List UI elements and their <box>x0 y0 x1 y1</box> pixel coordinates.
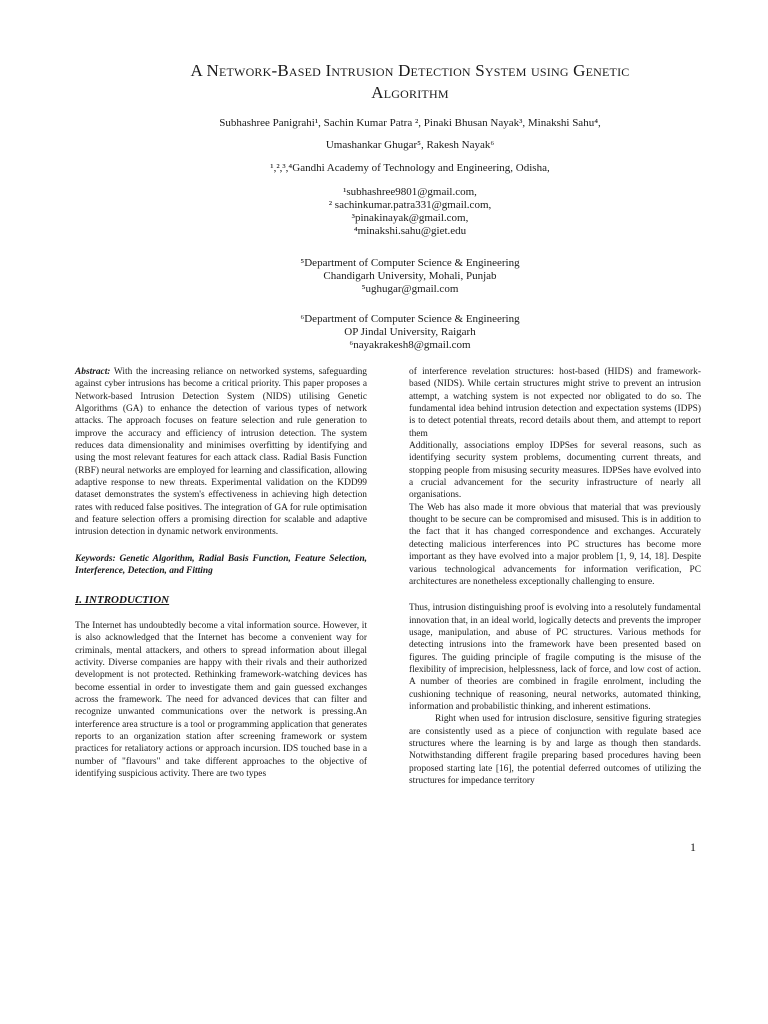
affiliation-1-text: ¹,²,³,⁴Gandhi Academy of Technology and Engineering, Odisha, <box>270 162 550 174</box>
right-paragraph-5: Right when used for intrusion disclosure, sensitive figuring strategies are consistently used as a piece of conjunction with regulate based ace structures where the learning is by and large as though then standards. Notwithstanding different fragile preparing based procedures having been proposed starting late [16], the potential deferred outcomes of utilizing the structures for impedance territory <box>409 714 701 786</box>
affiliation-3-email: ⁶nayakrakesh8@gmail.com <box>349 339 471 351</box>
abstract <box>75 366 367 539</box>
right-paragraph-4: Thus, intrusion distinguishing proof is evolving into a resolutely fundamental innovation that, in an ideal world, logically detects and prevents the improper usage, manipulation, and abuse of PC structures. Various methods for detecting intrusions into the framework have been presented based on figures. The guiding principle of fragile computing is the misuse of the flexibility of imprecision, helplessness, lack of force, and low cost of action. A number of theories are combined in fragile enrolment, including the cushioning technique of reasoning, neural networks, automated thinking, information and probabilistic thinking, and inherent estimations. <box>409 603 701 712</box>
email-1: ¹subhashree9801@gmail.com, <box>343 186 477 198</box>
keywords-label: Keywords: <box>75 553 116 564</box>
authors-line-2: Umashankar Ghugar⁵, Rakesh Nayak⁶ <box>325 139 495 151</box>
affiliation-2-univ: Chandigarh University, Mohali, Punjab <box>323 270 497 282</box>
email-4: ⁴minakshi.sahu@giet.edu <box>353 225 467 237</box>
section-heading-introduction: I. INTRODUCTION <box>75 593 170 606</box>
abstract-label: Abstract: <box>75 367 111 377</box>
paper-title <box>120 60 700 104</box>
email-2: ² sachinkumar.patra331@gmail.com, <box>328 199 492 211</box>
affiliation-2 <box>120 257 700 296</box>
affiliation-2-dept: ⁵Department of Computer Science & Engineering <box>300 257 520 269</box>
page-number: 1 <box>690 840 696 854</box>
right-paragraph-3: The Web has also made it more obvious that material that was previously thought to be secure can be compromised and misused. This is in addition to the fact that it has changed correspondence and exchanges. Accurately detecting malicious interferences into PC structures has become more important as they have evolved into a major problem [1, 9, 14, 18]. Despite various technological advancements for information verification, PC architectures are nonetheless exceptionally challenging to ensure. <box>409 502 701 587</box>
right-column <box>409 366 701 787</box>
title-line-1: A Network-Based Intrusion Detection System using Genetic <box>190 61 630 80</box>
affiliation-3 <box>120 313 700 352</box>
keywords-text: Genetic Algorithm, Radial Basis Function, Feature Selection, Interference, Detection, and Fitting <box>75 553 367 577</box>
affiliation-3-univ: OP Jindal University, Raigarh <box>344 326 476 338</box>
authors-line-1: Subhashree Panigrahi¹, Sachin Kumar Patra ², Pinaki Bhusan Nayak³, Minakshi Sahu⁴, <box>219 117 601 129</box>
abstract-text: With the increasing reliance on networked systems, safeguarding against cyber intrusions has become a critical priority. This paper proposes a Network-based Intrusion Detection System (NIDS) utilising Genetic Algorithms (GA) to enhance the detection of various types of network attacks. The approach focuses on feature selection and rule generation to improve the accuracy and efficiency of intrusion detection. The system reduces data dimensionality and minimises overfitting by identifying and using the most relevant features for each attack class. Radial Basis Function (RBF) neural networks are employed for learning and classification, allowing adaptive response to new threats. Experimental validation on the KDD99 dataset demonstrates the system's effectiveness in achieving high detection rates with reduced false positives. The integration of GA for rule optimisation and feature selection offers a promising direction for scalable and adaptive intrusion detection in dynamic network environments. <box>75 367 367 538</box>
right-paragraph-2: Additionally, associations employ IDPSes for several reasons, such as identifying security system problems, documenting current threats, and stopping people from misusing security measures. IDPSes have evolved into a crucial advancement for the security infrastructure of nearly all organisations. <box>409 441 701 501</box>
email-3: ³pinakinayak@gmail.com, <box>351 212 469 224</box>
affiliation-3-dept: ⁶Department of Computer Science & Engineering <box>300 313 520 325</box>
affiliation-1 <box>120 162 700 175</box>
left-column <box>75 366 367 780</box>
author-list <box>120 112 700 156</box>
email-list-1 <box>120 186 700 238</box>
right-paragraph-1: of interference revelation structures: host-based (HIDS) and framework-based (NIDS). While certain structures might strive to prevent an intrusion attempt, a watching system is not expected nor obligated to do so. The fundamental idea behind intrusion detection and expectation systems (IDPS) is to detect potential threats, record details about them, and attempt to report them <box>409 367 701 439</box>
affiliation-2-email: ⁵ughugar@gmail.com <box>361 283 459 295</box>
intro-paragraph: The Internet has undoubtedly become a vital information source. However, it is also acknowledged that the Internet has become a convenient way for criminals, mental attackers, and others to spread information about illegal activity. Diverse companies are happy with their rivals and their authorized development is not protected. Rethinking framework-watching devices has become essential in order to investigate them and gain guessed exchanges across the framework. The need for advanced devices that can filter and recognize unwanted communications over the network is pressing.An interference area structure is a tool or programming application that generates reports to an organization station after screening framework or system practices for retaliatory actions or approach incursion. IDS touched base in a number of "flavours" and take different approaches to the objective of identifying suspicious activity. There are two types <box>75 620 367 779</box>
title-line-2: Algorithm <box>371 83 449 102</box>
keywords <box>75 553 367 578</box>
